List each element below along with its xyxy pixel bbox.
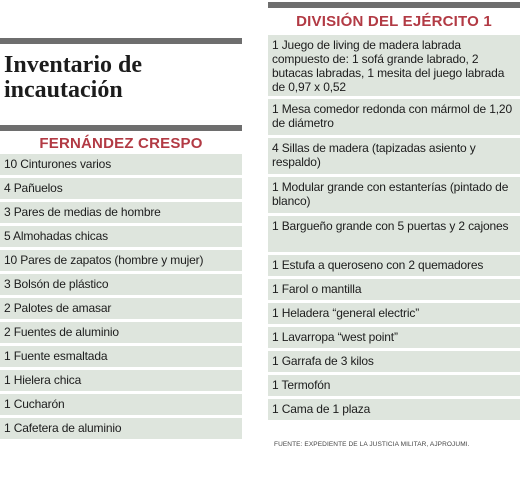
source-note: FUENTE: EXPEDIENTE DE LA JUSTICIA MILITAR, AJPROJUMI. bbox=[274, 441, 470, 448]
list-item: 3 Bolsón de plástico bbox=[0, 274, 242, 295]
list-item: 10 Cinturones varios bbox=[0, 154, 242, 175]
division-ejercito-list bbox=[268, 35, 520, 423]
list-item: 4 Pañuelos bbox=[0, 178, 242, 199]
list-item: 1 Termofón bbox=[268, 375, 520, 396]
section-heading-fernandez-crespo: FERNÁNDEZ CRESPO bbox=[39, 135, 203, 152]
list-item: 3 Pares de medias de hombre bbox=[0, 202, 242, 223]
list-item: 2 Fuentes de aluminio bbox=[0, 322, 242, 343]
list-item: 5 Almohadas chicas bbox=[0, 226, 242, 247]
list-item: 4 Sillas de madera (tapizadas asiento y respaldo) bbox=[268, 138, 520, 174]
section-heading-division-ejercito: DIVISIÓN DEL EJÉRCITO 1 bbox=[296, 13, 492, 30]
section-divider-bar bbox=[0, 125, 242, 131]
list-item: 1 Garrafa de 3 kilos bbox=[268, 351, 520, 372]
top-divider-bar bbox=[0, 38, 242, 44]
list-item: 1 Mesa comedor redonda con mármol de 1,20 de diámetro bbox=[268, 99, 520, 135]
list-item: 1 Fuente esmaltada bbox=[0, 346, 242, 367]
list-item: 1 Farol o mantilla bbox=[268, 279, 520, 300]
list-item: 1 Modular grande con estanterías (pintado de blanco) bbox=[268, 177, 520, 213]
list-item: 2 Palotes de amasar bbox=[0, 298, 242, 319]
page-title: Inventario de incautación bbox=[4, 52, 142, 103]
top-divider-bar bbox=[268, 2, 520, 8]
right-column bbox=[268, 0, 520, 478]
list-item: 1 Cafetera de aluminio bbox=[0, 418, 242, 439]
list-item: 10 Pares de zapatos (hombre y mujer) bbox=[0, 250, 242, 271]
list-item: 1 Cama de 1 plaza bbox=[268, 399, 520, 420]
left-column bbox=[0, 0, 242, 478]
list-item: 1 Juego de living de madera labrada compuesto de: 1 sofá grande labrado, 2 butacas labradas, 1 mesita del juego labrada de 0,97 x 0,52 bbox=[268, 35, 520, 96]
list-item: 1 Cucharón bbox=[0, 394, 242, 415]
list-item: 1 Bargueño grande con 5 puertas y 2 cajones bbox=[268, 216, 520, 252]
list-item: 1 Lavarropa “west point” bbox=[268, 327, 520, 348]
list-item: 1 Heladera “general electric” bbox=[268, 303, 520, 324]
list-item: 1 Hielera chica bbox=[0, 370, 242, 391]
fernandez-crespo-list bbox=[0, 154, 242, 442]
list-item: 1 Estufa a queroseno con 2 quemadores bbox=[268, 255, 520, 276]
